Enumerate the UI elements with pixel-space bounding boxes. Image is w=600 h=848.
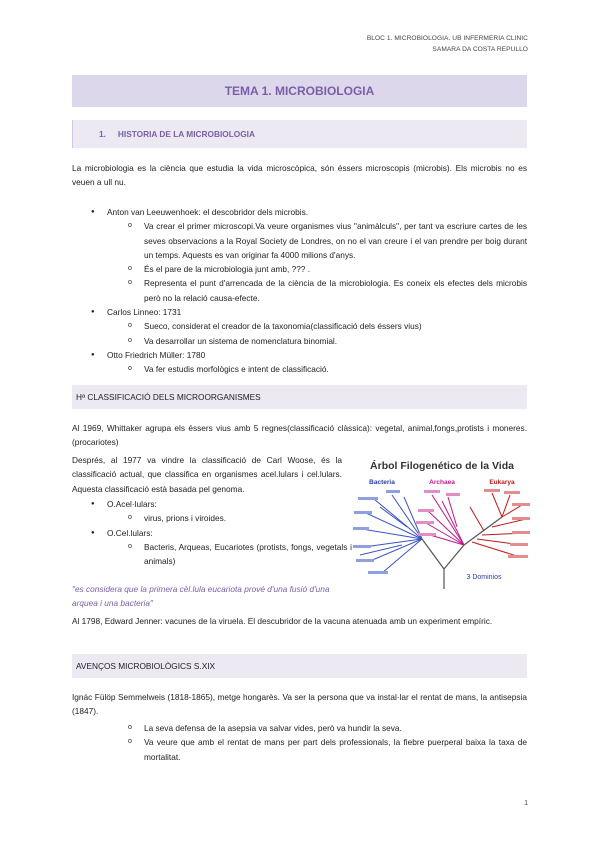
list-item: ● O.Acel·lulars: (72, 497, 352, 511)
semmelweis-list (72, 721, 527, 764)
list-subitem: o La seva defensa de la asepsia va salvar vides, però va hundir la seva. (72, 721, 527, 735)
archaea-branches (426, 495, 464, 545)
figure-footer: 3 Dominios (466, 574, 502, 581)
phylogenetic-tree-figure (352, 457, 532, 592)
list-subitem: o Va fer estudis morfològics e intent de classificació. (72, 362, 527, 376)
jenner-paragraph: Al 1798, Edward Jenner: vacunes de la viruela. El descubridor de la vacuna atenuada amb un experiment empíric. (72, 616, 493, 626)
woese-paragraph: Després, al 1977 va vindre la classificació de Carl Woose, és la classificació actual, que classifica en organismes acel.lulars i cel.lulars. Aquesta classificació està basada pel genoma. (72, 455, 342, 494)
header-line-2: SAMARA DA COSTA REPULLO (432, 46, 528, 53)
page-header (367, 33, 528, 55)
list-subitem: o És el pare de la microbiologia junt amb, ??? . (72, 262, 527, 276)
list-subitem: o Va crear el primer microscopi.Va veure organismes vius "animàlculs", per tant va escriure cartes de les seves observacions a la Royal Society de Londres, on no el van creure i el van prendre per boig durant un temps. Aquests es van originar fa 4000 milions d'anys. (72, 219, 527, 262)
domain-label-archaea: Archaea (429, 479, 455, 486)
section-heading-classification (72, 385, 527, 409)
list-subitem: o Va desarrollar un sistema de nomenclatura binomial. (72, 334, 527, 348)
list-item: ● Otto Friedrich Müller: 1780 (72, 348, 527, 362)
scientists-list (72, 205, 527, 377)
header-line-1: BLOC 1. MICROBIOLOGIA. UB INFERMERIA CLINIC (366, 35, 528, 42)
list-item: ● O.Cel.lulars: (72, 526, 352, 540)
quote-paragraph: "es considera que la primera cèl.lula eucariota prové d'una fusió d'una arquea i una bacteria" (72, 584, 330, 609)
title-band (72, 75, 527, 107)
list-item: ● Anton van Leeuwenhoek: el descobridor dels microbis. (72, 205, 527, 219)
section-label: AVENÇOS MICROBIOLÒGICS S.XIX (76, 661, 216, 671)
section-number: 1. (99, 129, 106, 139)
list-item: ● Carlos Linneo: 1731 (72, 305, 527, 319)
semmelweis-paragraph: Ignác Fülöp Semmelweis (1818-1865), metge hongarès. Va ser la persona que va instal·lar el rentat de mans, la antisepsia (1847). (72, 692, 527, 717)
whittaker-paragraph: Al 1969, Whittaker agrupa els éssers vius amb 5 regnes(classificació clàssica): vegetal, animal,fongs,protists i moneres.(procariotes) (72, 423, 527, 448)
section-heading-advances (72, 654, 527, 678)
classification-list (72, 497, 352, 568)
page-title: TEMA 1. MICROBIOLOGIA (224, 84, 375, 98)
list-subitem: o Representa el punt d'arrencada de la ciència de la microbiologia. Es coneix els efectes dels microbis però no la relació causa-efecte. (72, 276, 527, 305)
page-number: 1 (524, 800, 528, 807)
domain-label-bacteria: Bacteria (369, 479, 395, 486)
list-subitem: o Sueco, considerat el creador de la taxonomia(classificació dels éssers vius) (72, 319, 527, 333)
list-subitem: o Va veure que amb el rentat de mans per part dels professionals, la fiebre puerperal baixa la taxa de mortalitat. (72, 735, 527, 764)
domain-label-eukarya: Eukarya (489, 479, 515, 486)
section-label: HISTORIA DE LA MICROBIOLOGIA (117, 129, 255, 139)
section-label: Hª CLASSIFICACIÓ DELS MICROORGANISMES (76, 392, 261, 402)
list-subitem: o Bacteris, Arqueas, Eucariotes (protists, fongs, vegetals i animals) (72, 540, 352, 569)
intro-paragraph: La microbiologia es la ciència que estudia la vida microscòpica, són éssers microscopis (microbis). Els microbis no es veuen a ull nu. (72, 163, 527, 188)
figure-title: Árbol Filogenético de la Vida (370, 460, 514, 472)
list-subitem: o virus, prions i viroides. (72, 511, 352, 525)
eukarya-branches (470, 493, 526, 557)
section-heading-history (72, 120, 527, 148)
